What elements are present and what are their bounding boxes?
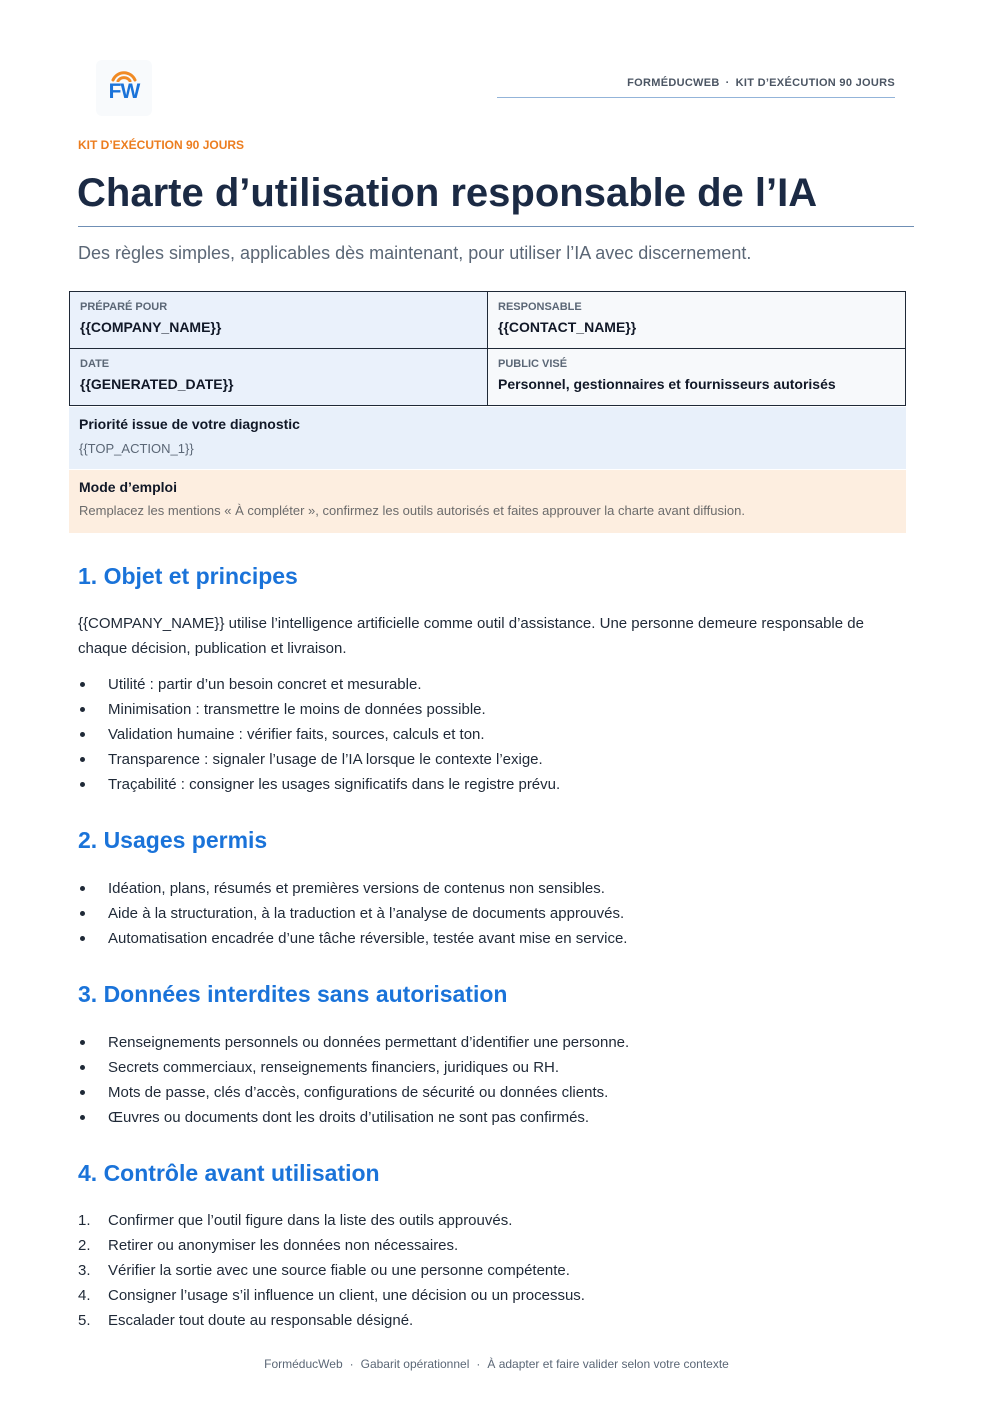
section-3-heading: 3. Données interdites sans autorisation xyxy=(78,981,508,1007)
usage-mode-callout xyxy=(69,470,906,533)
list-item xyxy=(78,772,560,797)
list-item xyxy=(78,697,560,722)
priority-callout xyxy=(69,407,906,469)
section-1-paragraph: {{COMPANY_NAME}} utilise l’intelligence artificielle comme outil d’assistance. Une personne demeure responsable de chaque décision, publication et livraison. xyxy=(78,615,864,657)
header-brand: FORMÉDUCWEB xyxy=(627,77,720,89)
list-item xyxy=(78,1233,585,1258)
audience-value: Personnel, gestionnaires et fournisseurs autorisés xyxy=(498,376,836,392)
prepared-for-value: {{COMPANY_NAME}} xyxy=(80,319,222,335)
date-label: DATE xyxy=(80,358,110,370)
list-item-text: Mots de passe, clés d’accès, configurations de sécurité ou données clients. xyxy=(108,1084,609,1101)
list-item-text: Vérifier la sortie avec une source fiable ou une personne compétente. xyxy=(108,1262,570,1279)
priority-title: Priorité issue de votre diagnostic xyxy=(79,416,300,432)
bullet-icon xyxy=(80,1115,85,1120)
bullet-icon xyxy=(80,886,85,891)
header-separator: · xyxy=(725,77,730,89)
bullet-icon xyxy=(80,1040,85,1045)
section-2-heading: 2. Usages permis xyxy=(78,827,268,853)
company-logo xyxy=(96,60,152,116)
date-value: {{GENERATED_DATE}} xyxy=(80,376,234,392)
priority-text: {{TOP_ACTION_1}} xyxy=(79,441,194,456)
list-item-text: Validation humaine : vérifier faits, sources, calculs et ton. xyxy=(108,726,485,743)
list-item xyxy=(78,1030,629,1055)
list-item xyxy=(78,1105,629,1130)
footer-note: À adapter et faire valider selon votre contexte xyxy=(487,1357,729,1371)
list-item-text: Secrets commerciaux, renseignements financiers, juridiques ou RH. xyxy=(108,1059,560,1076)
list-number: 2. xyxy=(78,1237,91,1254)
list-number: 1. xyxy=(78,1212,91,1229)
list-number: 4. xyxy=(78,1287,91,1304)
metadata-table xyxy=(69,291,906,406)
bullet-icon xyxy=(80,1065,85,1070)
prepared-for-label: PRÉPARÉ POUR xyxy=(80,301,168,313)
list-item-text: Retirer ou anonymiser les données non nécessaires. xyxy=(108,1237,459,1254)
bullet-icon xyxy=(80,732,85,737)
list-item xyxy=(78,1080,629,1105)
footer-separator: · xyxy=(476,1357,481,1371)
list-item xyxy=(78,722,560,747)
list-number: 5. xyxy=(78,1312,91,1329)
responsible-value: {{CONTACT_NAME}} xyxy=(498,319,637,335)
list-item-text: Minimisation : transmettre le moins de données possible. xyxy=(108,701,486,718)
audience-label: PUBLIC VISÉ xyxy=(498,358,568,370)
list-item-text: Traçabilité : consigner les usages significatifs dans le registre prévu. xyxy=(108,776,561,793)
list-item xyxy=(78,876,627,901)
list-item xyxy=(78,1055,629,1080)
bullet-icon xyxy=(80,1090,85,1095)
logo-text: FW xyxy=(108,80,140,103)
responsible-label: RESPONSABLE xyxy=(498,301,582,313)
kicker-label: KIT D’EXÉCUTION 90 JOURS xyxy=(78,138,245,152)
list-item-text: Œuvres ou documents dont les droits d’utilisation ne sont pas confirmés. xyxy=(108,1109,590,1126)
usage-mode-text: Remplacez les mentions « À compléter », confirmez les outils autorisés et faites approuver la charte avant diffusion. xyxy=(79,503,745,518)
footer-template: Gabarit opérationnel xyxy=(360,1357,470,1371)
list-number: 3. xyxy=(78,1262,91,1279)
list-item-text: Transparence : signaler l’usage de l’IA lorsque le contexte l’exige. xyxy=(108,751,543,768)
section-1-heading: 1. Objet et principes xyxy=(78,563,298,589)
list-item-text: Utilité : partir d’un besoin concret et mesurable. xyxy=(108,676,422,693)
section-4-list xyxy=(78,1208,585,1333)
footer-brand: ForméducWeb xyxy=(264,1357,343,1371)
bullet-icon xyxy=(80,782,85,787)
usage-mode-title: Mode d’emploi xyxy=(79,479,177,495)
list-item xyxy=(78,1258,585,1283)
header-divider xyxy=(497,97,895,98)
list-item xyxy=(78,672,560,697)
section-1-list xyxy=(78,672,560,797)
list-item-text: Automatisation encadrée d’une tâche réversible, testée avant mise en service. xyxy=(108,930,628,947)
list-item xyxy=(78,926,627,951)
footer-separator: · xyxy=(349,1357,354,1371)
list-item-text: Idéation, plans, résumés et premières versions de contenus non sensibles. xyxy=(108,880,605,897)
date-cell xyxy=(70,349,488,406)
page-footer xyxy=(0,1357,993,1371)
header-running-title xyxy=(627,77,895,89)
responsible-cell xyxy=(488,292,906,349)
list-item xyxy=(78,901,627,926)
list-item-text: Confirmer que l’outil figure dans la liste des outils approuvés. xyxy=(108,1212,513,1229)
list-item xyxy=(78,1308,585,1333)
section-2-list xyxy=(78,876,627,951)
list-item-text: Consigner l’usage s’il influence un client, une décision ou un processus. xyxy=(108,1287,585,1304)
bullet-icon xyxy=(80,757,85,762)
title-divider xyxy=(78,226,914,227)
list-item-text: Renseignements personnels ou données permettant d’identifier une personne. xyxy=(108,1034,630,1051)
audience-cell xyxy=(488,349,906,406)
bullet-icon xyxy=(80,707,85,712)
header-kit: KIT D’EXÉCUTION 90 JOURS xyxy=(735,77,895,89)
bullet-icon xyxy=(80,936,85,941)
list-item-text: Aide à la structuration, à la traduction et à l’analyse de documents approuvés. xyxy=(108,905,625,922)
list-item xyxy=(78,1283,585,1308)
section-3-list xyxy=(78,1030,629,1130)
bullet-icon xyxy=(80,682,85,687)
bullet-icon xyxy=(80,911,85,916)
list-item xyxy=(78,747,560,772)
list-item xyxy=(78,1208,585,1233)
page-subtitle: Des règles simples, applicables dès maintenant, pour utiliser l’IA avec discernement. xyxy=(78,243,752,263)
section-4-heading: 4. Contrôle avant utilisation xyxy=(78,1160,380,1186)
list-item-text: Escalader tout doute au responsable désigné. xyxy=(108,1312,414,1329)
prepared-for-cell xyxy=(70,292,488,349)
page-title: Charte d’utilisation responsable de l’IA xyxy=(77,171,818,215)
